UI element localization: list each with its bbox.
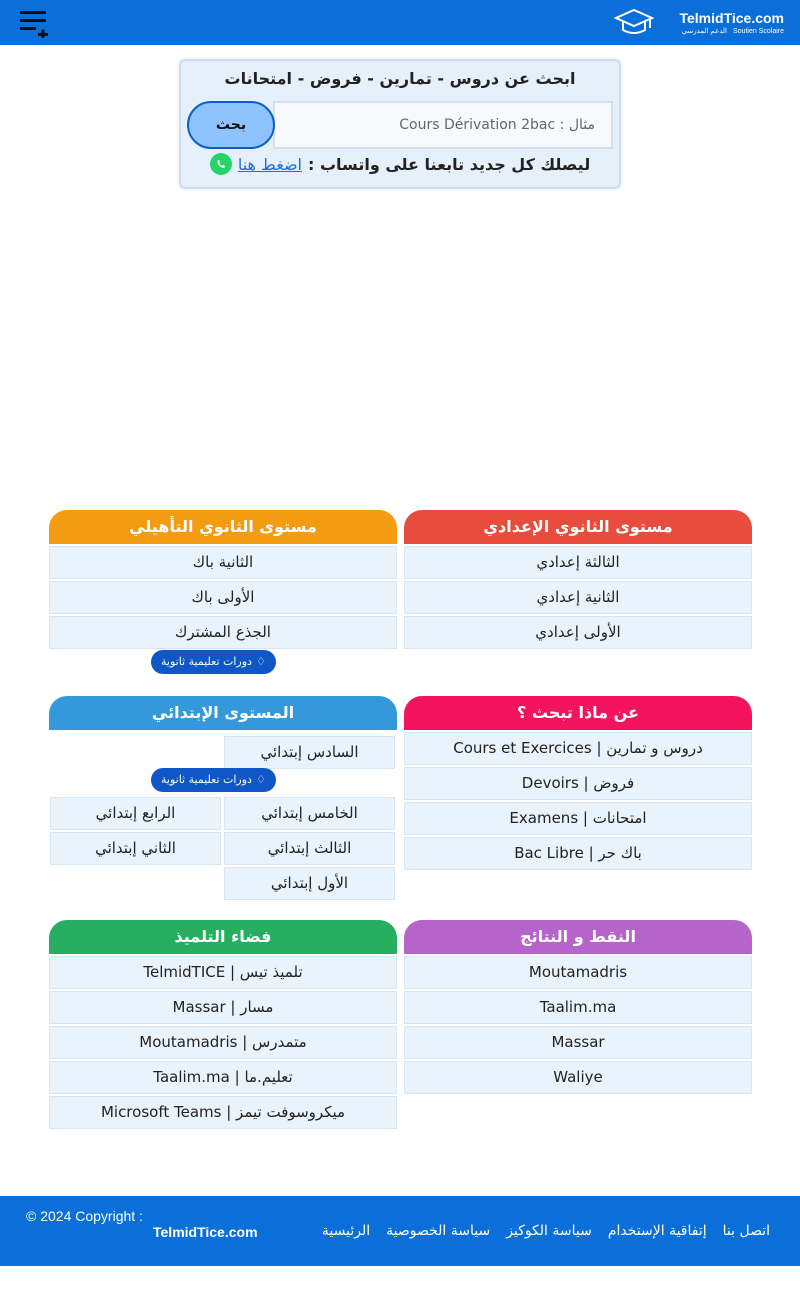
list-item[interactable]: Massar: [404, 1026, 752, 1059]
primary-grade-2[interactable]: الثاني إبتدائي: [50, 832, 221, 865]
search-input[interactable]: [273, 101, 613, 149]
top-navbar: [0, 0, 800, 45]
footer-link-terms[interactable]: إتفاقية الإستخدام: [607, 1223, 707, 1239]
list-item[interactable]: متمدرس | Moutamadris: [49, 1026, 397, 1059]
tag-icon: ♢: [255, 773, 266, 786]
copyright-site-link[interactable]: TelmidTice.com: [153, 1224, 258, 1240]
card-student-space: [49, 920, 397, 1129]
tag-icon: ♢: [255, 655, 266, 668]
list-item[interactable]: الجذع المشترك: [49, 616, 397, 649]
footer-link-home[interactable]: الرئيسية: [321, 1223, 371, 1239]
list-item[interactable]: تعليم.ما | Taalim.ma: [49, 1061, 397, 1094]
site-logo[interactable]: [679, 6, 784, 40]
logo-subtitle-fr: Soutien Scolaire: [733, 28, 784, 35]
card-title: المستوى الإبتدائي: [49, 696, 397, 730]
footer-link-privacy[interactable]: سياسة الخصوصية: [386, 1223, 491, 1239]
list-item[interactable]: ميكروسوفت تيمز | Microsoft Teams: [49, 1096, 397, 1129]
primary-grade-5[interactable]: الخامس إبتدائي: [224, 797, 395, 830]
list-item[interactable]: تلميذ تيس | TelmidTICE: [49, 956, 397, 989]
logo-title: TelmidTice.com: [679, 10, 784, 26]
primary-grade-1[interactable]: الأول إبتدائي: [224, 867, 395, 900]
list-item[interactable]: Waliye: [404, 1061, 752, 1094]
list-item[interactable]: باك حر | Bac Libre: [404, 837, 752, 870]
search-button[interactable]: بحث: [187, 101, 275, 149]
primary-grade-3[interactable]: الثالث إبتدائي: [224, 832, 395, 865]
list-item[interactable]: امتحانات | Examens: [404, 802, 752, 835]
search-title: ابحث عن دروس - تمارين - فروض - امتحانات: [224, 69, 576, 88]
list-item[interactable]: فروض | Devoirs: [404, 767, 752, 800]
badge-label: دورات تعليمية ثانوية: [161, 773, 252, 786]
card-results: [404, 920, 752, 1094]
primary-grade-6[interactable]: السادس إبتدائي: [224, 736, 395, 769]
badge-label: دورات تعليمية ثانوية: [161, 655, 252, 668]
graduation-cap-icon: [614, 8, 654, 38]
list-item[interactable]: الثالثة إعدادي: [404, 546, 752, 579]
copyright-text: © 2024 Copyright :: [26, 1208, 143, 1224]
card-secondary-high: [49, 510, 397, 649]
list-item[interactable]: Moutamadris: [404, 956, 752, 989]
list-item[interactable]: الأولى باك: [49, 581, 397, 614]
footer: [0, 1196, 800, 1266]
card-secondary-college: [404, 510, 752, 649]
courses-badge[interactable]: [151, 768, 276, 792]
list-item[interactable]: مسار | Massar: [49, 991, 397, 1024]
list-item[interactable]: الأولى إعدادي: [404, 616, 752, 649]
courses-badge[interactable]: [151, 650, 276, 674]
list-item[interactable]: الثانية إعدادي: [404, 581, 752, 614]
list-item[interactable]: الثانية باك: [49, 546, 397, 579]
follow-link[interactable]: اضغط هنا: [237, 154, 302, 174]
card-search-for: [404, 696, 752, 870]
logo-subtitle-ar: الدعم المدرسي: [681, 28, 728, 35]
footer-link-contact[interactable]: اتصل بنا: [722, 1223, 770, 1239]
whatsapp-icon[interactable]: [210, 153, 232, 175]
footer-links: [322, 1223, 770, 1239]
card-title: مستوى الثانوي الإعدادي: [404, 510, 752, 544]
card-title: عن ماذا تبحث ؟: [404, 696, 752, 730]
footer-link-cookies[interactable]: سياسة الكوكيز: [506, 1223, 592, 1239]
card-title: النقط و النتائج: [404, 920, 752, 954]
search-panel: [179, 59, 621, 189]
list-item[interactable]: Taalim.ma: [404, 991, 752, 1024]
whatsapp-follow: [181, 153, 619, 175]
list-item[interactable]: دروس و تمارين | Cours et Exercices: [404, 732, 752, 765]
primary-grade-4[interactable]: الرابع إبتدائي: [50, 797, 221, 830]
card-title: مستوى الثانوي التأهيلي: [49, 510, 397, 544]
menu-icon[interactable]: [18, 8, 52, 38]
card-title: فضاء التلميذ: [49, 920, 397, 954]
follow-text: ليصلك كل جديد تابعنا على واتساب :: [307, 154, 591, 174]
